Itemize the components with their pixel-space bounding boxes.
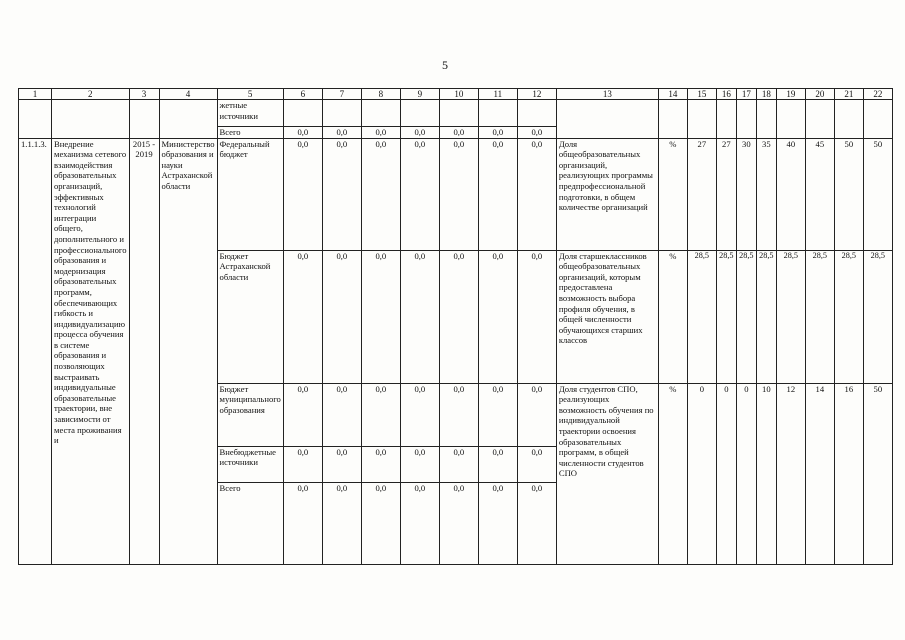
funding-value: 0,0 [517,482,556,564]
column-number: 13 [556,89,658,100]
funding-value: 0,0 [283,138,322,250]
column-number: 12 [517,89,556,100]
column-number: 11 [478,89,517,100]
funding-value: 0,0 [400,138,439,250]
column-number: 1 [19,89,52,100]
item-code: 1.1.1.3. [19,138,52,564]
column-number: 7 [322,89,361,100]
column-number: 9 [400,89,439,100]
indicator-value: 40 [776,138,805,250]
indicator-value: 16 [834,383,863,564]
funding-value: 0,0 [400,482,439,564]
indicator-unit: % [658,250,687,383]
funding-value: 0,0 [478,127,517,139]
indicator-value: 28,5 [805,250,834,383]
column-number: 6 [283,89,322,100]
funding-source: Всего [217,482,283,564]
funding-value: 0,0 [517,446,556,482]
column-number: 21 [834,89,863,100]
carryover-source-row [19,100,893,127]
funding-source: жетные источники [217,100,283,127]
funding-source: Всего [217,127,283,139]
funding-value: 0,0 [361,446,400,482]
indicator-value: 28,5 [716,250,736,383]
indicator-value: 28,5 [756,250,776,383]
column-number: 4 [159,89,217,100]
indicator-value: 45 [805,138,834,250]
indicator-value: 12 [776,383,805,564]
indicator-name: Доля старшеклассников общеобразовательных организаций, которым предоставлена возможность выбора профиля обучения, в общей численности обучающихся старших классов [556,250,658,383]
column-number: 5 [217,89,283,100]
funding-value: 0,0 [361,383,400,446]
column-number: 14 [658,89,687,100]
indicator-value: 30 [736,138,756,250]
funding-value: 0,0 [517,138,556,250]
indicator-value: 0 [736,383,756,564]
funding-source: Внебюджетные источники [217,446,283,482]
column-number: 8 [361,89,400,100]
funding-value: 0,0 [439,482,478,564]
indicator-value: 27 [716,138,736,250]
column-number: 22 [863,89,892,100]
funding-value: 0,0 [478,250,517,383]
column-number: 17 [736,89,756,100]
item-period: 2015 - 2019 [129,138,159,564]
indicator-value: 28,5 [863,250,892,383]
funding-value: 0,0 [361,138,400,250]
funding-value: 0,0 [283,446,322,482]
funding-value: 0,0 [439,138,478,250]
column-number: 19 [776,89,805,100]
funding-value: 0,0 [322,250,361,383]
indicator-name: Доля общеобразовательных организаций, реализующих программы предпрофессиональной подготовки, в общем количестве организаций [556,138,658,250]
indicator-value: 10 [756,383,776,564]
column-number: 3 [129,89,159,100]
funding-value: 0,0 [322,127,361,139]
funding-value: 0,0 [283,383,322,446]
indicator-unit: % [658,138,687,250]
indicator-value: 35 [756,138,776,250]
indicator-unit: % [658,383,687,564]
funding-value: 0,0 [322,383,361,446]
funding-value: 0,0 [517,127,556,139]
page-number: 5 [442,58,448,72]
column-number-row [19,89,893,100]
column-number: 10 [439,89,478,100]
indicator-value: 28,5 [687,250,716,383]
indicator-value: 50 [863,138,892,250]
funding-value: 0,0 [361,482,400,564]
funding-source: Бюджет муниципального образования [217,383,283,446]
funding-value: 0,0 [283,482,322,564]
funding-value: 0,0 [361,250,400,383]
column-number: 20 [805,89,834,100]
funding-value: 0,0 [322,446,361,482]
funding-source: Бюджет Астраханской области [217,250,283,383]
funding-value: 0,0 [283,250,322,383]
indicator-value: 50 [863,383,892,564]
indicator-value: 28,5 [736,250,756,383]
indicator-value: 28,5 [834,250,863,383]
funding-row-federal [19,138,893,250]
item-executor: Министерство образования и науки Астраханской области [159,138,217,564]
funding-value: 0,0 [439,250,478,383]
indicator-name: Доля студентов СПО, реализующих возможность обучения по индивидуальной траектории освоения образовательных программ, в общей численности студентов СПО [556,383,658,564]
indicator-value: 28,5 [776,250,805,383]
funding-value: 0,0 [322,482,361,564]
item-name: Внедрение механизма сетевого взаимодействия образовательных организаций, эффективных технологий интеграции общего, дополнительного и профессионального образования и модернизация образовательных программ, обеспечивающих гибкость и индивидуализацию процесса обучения в системе образования и позволяющих выстраивать индивидуальные образовательные траектории, вне зависимости от места проживания и [52,138,130,564]
column-number: 15 [687,89,716,100]
column-number: 16 [716,89,736,100]
funding-value: 0,0 [283,127,322,139]
funding-value: 0,0 [400,250,439,383]
funding-value: 0,0 [322,138,361,250]
funding-value: 0,0 [400,446,439,482]
indicator-value: 0 [687,383,716,564]
indicator-value: 0 [716,383,736,564]
program-table [18,88,893,565]
column-number: 18 [756,89,776,100]
indicator-value: 14 [805,383,834,564]
funding-value: 0,0 [478,383,517,446]
funding-value: 0,0 [478,446,517,482]
indicator-value: 50 [834,138,863,250]
funding-source: Федеральный бюджет [217,138,283,250]
funding-value: 0,0 [361,127,400,139]
column-number: 2 [52,89,130,100]
funding-value: 0,0 [400,383,439,446]
funding-value: 0,0 [439,446,478,482]
funding-value: 0,0 [478,482,517,564]
funding-value: 0,0 [478,138,517,250]
funding-value: 0,0 [400,127,439,139]
funding-value: 0,0 [439,383,478,446]
indicator-value: 27 [687,138,716,250]
funding-value: 0,0 [517,250,556,383]
funding-value: 0,0 [517,383,556,446]
funding-value: 0,0 [439,127,478,139]
